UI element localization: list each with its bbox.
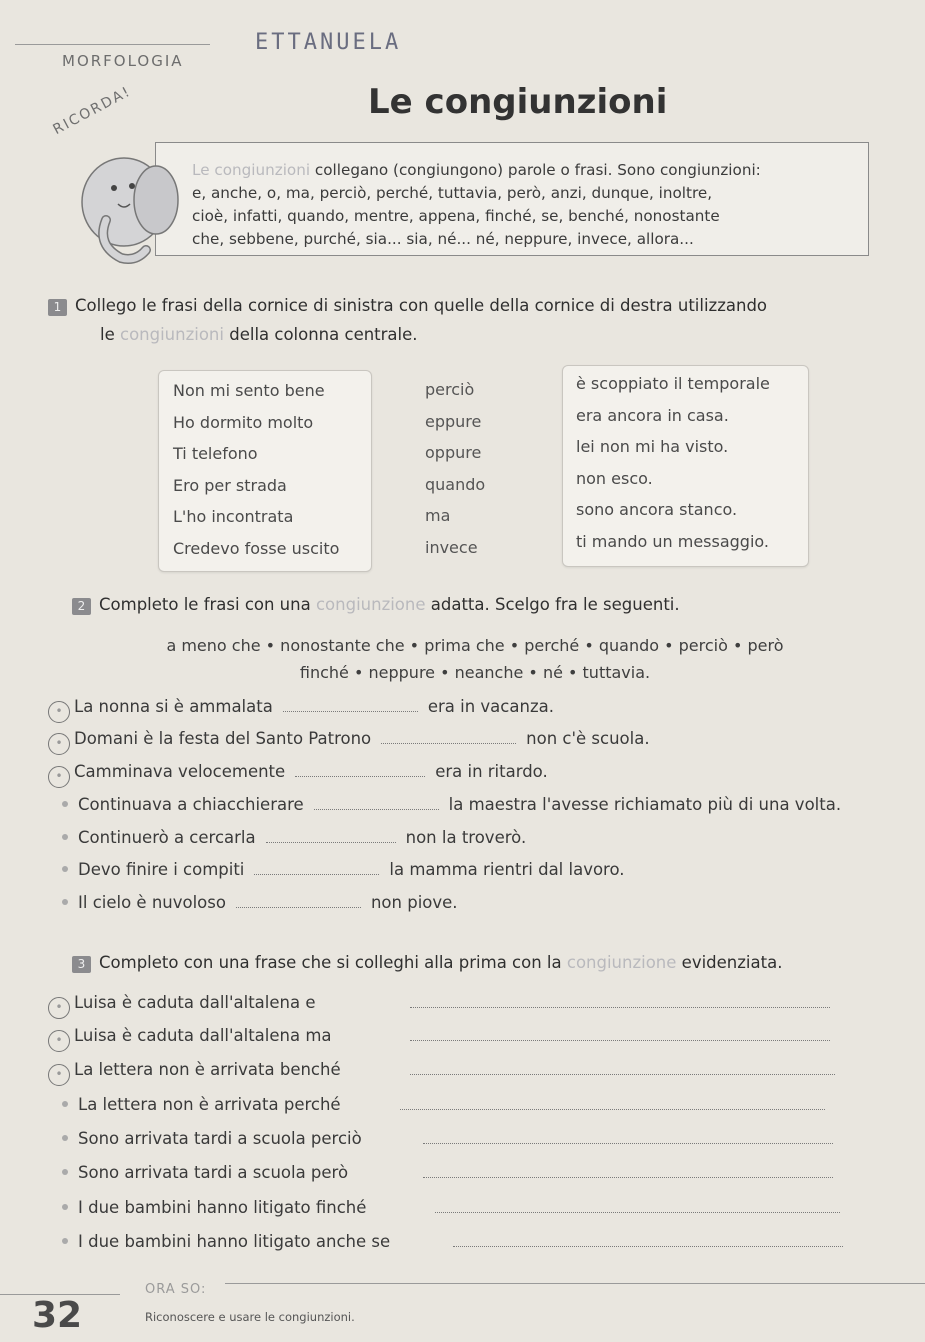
exercise1-instruction <box>48 296 908 316</box>
ex3-sentence <box>62 1198 850 1217</box>
exercise2-pre: Completo le frasi con una <box>99 595 311 614</box>
left-phrase[interactable]: L'ho incontrata <box>173 507 294 526</box>
answer-line[interactable] <box>423 1129 833 1144</box>
choices-line: finché • neppure • neanche • né • tuttavia. <box>299 663 651 682</box>
left-phrase[interactable]: Non mi sento bene <box>173 381 325 400</box>
student-name: ETTANUELA <box>255 30 402 55</box>
right-phrase[interactable]: non esco. <box>576 468 653 488</box>
exercise2-number: 2 <box>72 598 91 615</box>
answer-blank[interactable] <box>236 893 361 908</box>
answer-line[interactable] <box>435 1198 840 1213</box>
sentence-start: Continuerò a cercarla <box>78 828 256 847</box>
exercise2-post: adatta. Scelgo fra le seguenti. <box>430 595 680 614</box>
sentence-start: La lettera non è arrivata perché <box>78 1095 341 1114</box>
sentence-end: la mamma rientri dal lavoro. <box>389 860 625 879</box>
bullet-dot <box>62 1135 68 1141</box>
left-phrase[interactable]: Ho dormito molto <box>173 412 314 432</box>
bullet-dot <box>62 1169 68 1175</box>
sentence-end: era in vacanza. <box>427 697 554 716</box>
answer-blank[interactable] <box>266 828 396 843</box>
sentence-end: non piove. <box>370 893 458 912</box>
ex3-sentence <box>48 1060 845 1083</box>
rule-faded-term: Le congiunzioni <box>192 161 311 179</box>
left-phrase[interactable]: Ero per strada <box>173 475 287 495</box>
sentence-start: Sono arrivata tardi a scuola però <box>78 1163 349 1182</box>
bullet-dot <box>62 834 68 840</box>
footer-rule-right <box>225 1283 925 1284</box>
conjunction[interactable]: invece <box>425 537 478 557</box>
bullet-dot <box>62 801 68 807</box>
right-phrase[interactable]: è scoppiato il temporale <box>576 374 770 393</box>
rule-box <box>155 142 869 256</box>
sentence-end: non c'è scuola. <box>526 729 650 748</box>
sentence-end: la maestra l'avesse richiamato più di una volta. <box>448 795 842 814</box>
ex3-sentence <box>48 1026 840 1049</box>
sentence-start: La lettera non è arrivata benché <box>74 1060 341 1079</box>
answer-blank[interactable] <box>314 795 439 810</box>
sentence-end: non la troverò. <box>405 828 527 847</box>
checkbox-circle[interactable]: • <box>48 766 70 788</box>
checkbox-circle[interactable]: • <box>48 1030 70 1052</box>
answer-line[interactable] <box>410 993 830 1008</box>
exercise1-number: 1 <box>48 299 67 316</box>
sentence-start: La nonna si è ammalata <box>74 697 273 716</box>
sentence-start: Devo finire i compiti <box>78 860 245 879</box>
conjunction[interactable]: oppure <box>425 443 482 462</box>
left-phrase[interactable]: Ti telefono <box>173 444 258 463</box>
ora-so-label: ORA SO: <box>145 1282 207 1297</box>
rule-line: cioè, infatti, quando, mentre, appena, finché, se, benché, nonostante <box>192 207 720 225</box>
right-phrase[interactable]: lei non mi ha visto. <box>576 437 729 456</box>
conjunction[interactable]: perciò <box>425 380 475 399</box>
checkbox-circle[interactable]: • <box>48 997 70 1019</box>
ex3-sentence <box>62 1129 843 1148</box>
sentence-start: Luisa è caduta dall'altalena e <box>74 993 316 1012</box>
ex2-sentence <box>62 795 841 814</box>
ex2-sentence <box>62 860 625 879</box>
rule-line: che, sebbene, purché, sia... sia, né... né, neppure, invece, allora... <box>192 230 694 248</box>
page-title: Le congiunzioni <box>368 82 668 122</box>
sentence-start: Luisa è caduta dall'altalena ma <box>74 1026 332 1045</box>
elephant-icon <box>66 140 186 270</box>
sentence-end: era in ritardo. <box>435 762 548 781</box>
bullet-dot <box>62 1204 68 1210</box>
right-frame <box>562 365 809 567</box>
sentence-start: I due bambini hanno litigato anche se <box>78 1232 391 1251</box>
sentence-start: Camminava velocemente <box>74 762 286 781</box>
exercise1-line1: Collego le frasi della cornice di sinistra con quelle della cornice di destra utilizzando <box>75 296 768 315</box>
sentence-start: Il cielo è nuvoloso <box>78 893 226 912</box>
exercise1-pre: le <box>100 325 115 344</box>
ex2-sentence <box>48 762 548 785</box>
bullet-dot <box>62 899 68 905</box>
ricorda-label: RICORDA! <box>50 83 135 138</box>
exercise1-faded: congiunzioni <box>120 325 224 344</box>
rule-intro: collegano (congiungono) parole o frasi. Sono congiunzioni: <box>314 161 761 179</box>
ex2-sentence <box>48 697 554 720</box>
checkbox-circle[interactable]: • <box>48 1064 70 1086</box>
bullet-dot <box>62 1238 68 1244</box>
ex2-sentence <box>48 729 650 752</box>
sentence-start: Sono arrivata tardi a scuola perciò <box>78 1129 362 1148</box>
right-phrase[interactable]: ti mando un messaggio. <box>576 531 769 551</box>
checkbox-circle[interactable]: • <box>48 701 70 723</box>
choices-line: a meno che • nonostante che • prima che • perché • quando • perciò • però <box>166 636 784 655</box>
exercise1-instruction-line2 <box>100 325 418 344</box>
header-rule <box>15 44 210 45</box>
footer-caption: Riconoscere e usare le congiunzioni. <box>145 1310 355 1324</box>
checkbox-circle[interactable]: • <box>48 733 70 755</box>
ex3-sentence <box>62 1095 835 1114</box>
ex3-sentence <box>62 1163 843 1182</box>
bullet-dot <box>62 866 68 872</box>
rule-text <box>156 143 868 251</box>
answer-line[interactable] <box>410 1026 830 1041</box>
middle-column <box>425 374 485 563</box>
exercise3-post: evidenziata. <box>681 953 783 972</box>
exercise3-instruction <box>72 953 917 973</box>
ex3-sentence <box>62 1232 853 1251</box>
sentence-start: Domani è la festa del Santo Patrono <box>74 729 372 748</box>
answer-line[interactable] <box>423 1163 833 1178</box>
right-phrase[interactable]: sono ancora stanco. <box>576 500 738 519</box>
right-phrase[interactable]: era ancora in casa. <box>576 405 729 425</box>
exercise2-faded: congiunzione <box>315 595 426 614</box>
rule-line: e, anche, o, ma, perciò, perché, tuttavia, però, anzi, dunque, inoltre, <box>192 184 713 202</box>
bullet-dot <box>62 1101 68 1107</box>
answer-line[interactable] <box>453 1232 843 1247</box>
answer-line[interactable] <box>400 1095 825 1110</box>
sentence-start: Continuava a chiacchierare <box>78 795 304 814</box>
answer-blank[interactable] <box>295 762 425 777</box>
left-frame <box>158 370 372 572</box>
page-number: 32 <box>32 1295 83 1336</box>
exercise1-post: della colonna centrale. <box>229 325 418 344</box>
exercise3-pre: Completo con una frase che si colleghi alla prima con la <box>99 953 562 972</box>
ex2-sentence <box>62 828 526 847</box>
section-label: MORFOLOGIA <box>62 52 184 70</box>
answer-blank[interactable] <box>381 729 516 744</box>
answer-line[interactable] <box>410 1060 835 1075</box>
conjunction[interactable]: ma <box>425 506 451 525</box>
exercise3-faded: congiunzione <box>566 953 677 972</box>
ex3-sentence <box>48 993 840 1016</box>
answer-blank[interactable] <box>283 697 418 712</box>
answer-blank[interactable] <box>254 860 379 875</box>
left-phrase[interactable]: Credevo fosse uscito <box>173 538 340 558</box>
choices-box <box>100 632 850 686</box>
exercise2-instruction <box>72 595 912 615</box>
sentence-start: I due bambini hanno litigato finché <box>78 1198 367 1217</box>
exercise3-number: 3 <box>72 956 91 973</box>
conjunction[interactable]: quando <box>425 474 486 494</box>
ex2-sentence <box>62 893 458 912</box>
conjunction[interactable]: eppure <box>425 411 482 431</box>
